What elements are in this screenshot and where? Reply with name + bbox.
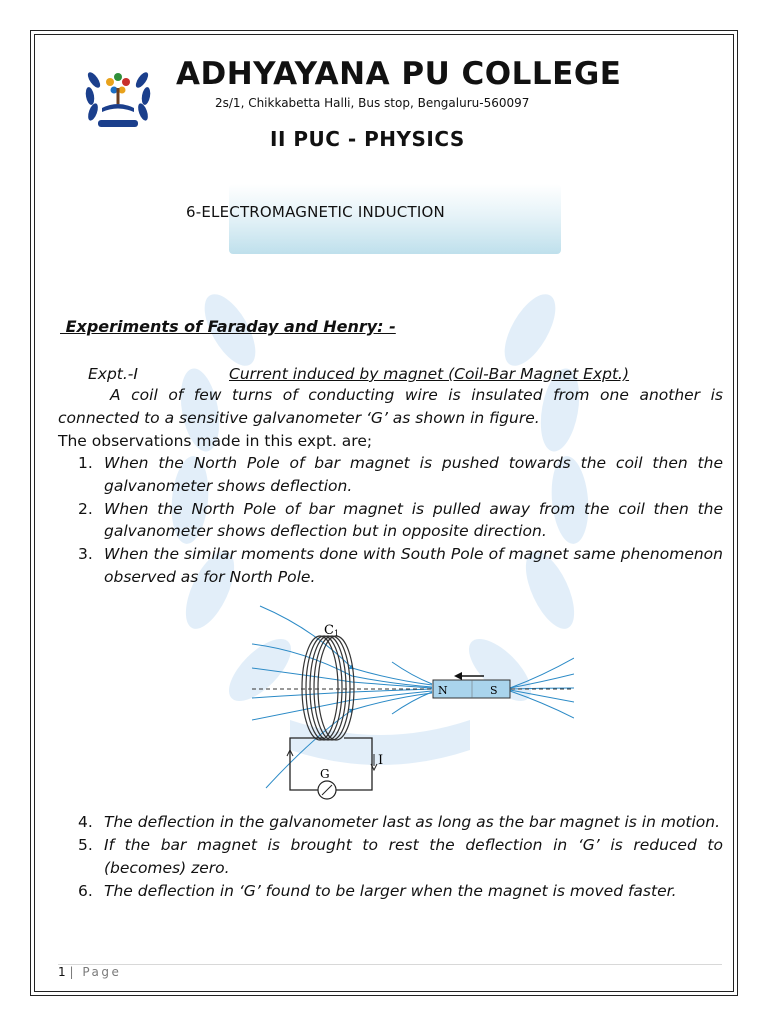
item-text: If the bar magnet is brought to rest the deflection in ‘G’ is reduced to (becomes) zero. <box>104 835 723 877</box>
college-address: 2s/1, Chikkabetta Halli, Bus stop, Bengaluru-560097 <box>215 96 530 110</box>
item-number: 2. <box>78 499 93 518</box>
expt-title: Current induced by magnet (Coil-Bar Magnet Expt.) <box>229 365 630 383</box>
college-logo <box>80 60 156 136</box>
observation-list-continued <box>58 811 723 903</box>
item-text: The deflection in the galvanometer last as long as the bar magnet is in motion. <box>104 813 721 831</box>
expt-label: Expt.-I <box>88 365 138 383</box>
list-item <box>58 452 723 497</box>
current-label: I <box>378 753 384 768</box>
coil-magnet-figure <box>252 588 574 812</box>
observations-intro: The observations made in this expt. are; <box>58 432 373 450</box>
list-item <box>58 811 723 834</box>
chapter-title: 6-ELECTROMAGNETIC INDUCTION <box>186 203 445 221</box>
intro-paragraph <box>58 384 723 429</box>
observation-list <box>58 452 723 589</box>
item-number: 3. <box>78 545 93 564</box>
college-name: ADHYAYANA PU COLLEGE <box>176 56 622 92</box>
south-label: S <box>490 684 498 697</box>
item-number: 4. <box>78 813 93 831</box>
coil-label: C <box>324 623 334 638</box>
north-label: N <box>438 684 448 697</box>
subject-title: II PUC - PHYSICS <box>270 127 465 151</box>
item-text: When the North Pole of bar magnet is pushed towards the coil then the galvanometer shows deflection. <box>104 454 723 495</box>
footer-divider <box>58 964 722 965</box>
item-number: 6. <box>78 881 93 900</box>
list-item <box>58 880 723 903</box>
page-label: | Page <box>69 965 122 979</box>
list-item <box>58 543 723 588</box>
intro-paragraph-text: A coil of few turns of conducting wire is insulated from one another is connected to a sensitive galvanometer ‘G’ as shown in figure. <box>58 386 723 427</box>
item-text: When the similar moments done with South Pole of magnet same phenomenon observed as for North Pole. <box>104 545 723 586</box>
page-footer <box>58 965 121 979</box>
list-item <box>58 498 723 543</box>
page-number: 1 <box>58 965 66 979</box>
list-item <box>58 834 723 879</box>
item-number: 1. <box>78 454 93 472</box>
item-text: When the North Pole of bar magnet is pulled away from the coil then the galvanometer shows deflection but in opposite direction. <box>104 499 723 541</box>
coil-subscript: 1 <box>334 629 340 638</box>
item-text: The deflection in ‘G’ found to be larger when the magnet is moved faster. <box>104 881 677 900</box>
item-number: 5. <box>78 835 93 854</box>
section-heading: Experiments of Faraday and Henry: - <box>60 317 396 336</box>
galvanometer-label: G <box>320 767 330 781</box>
